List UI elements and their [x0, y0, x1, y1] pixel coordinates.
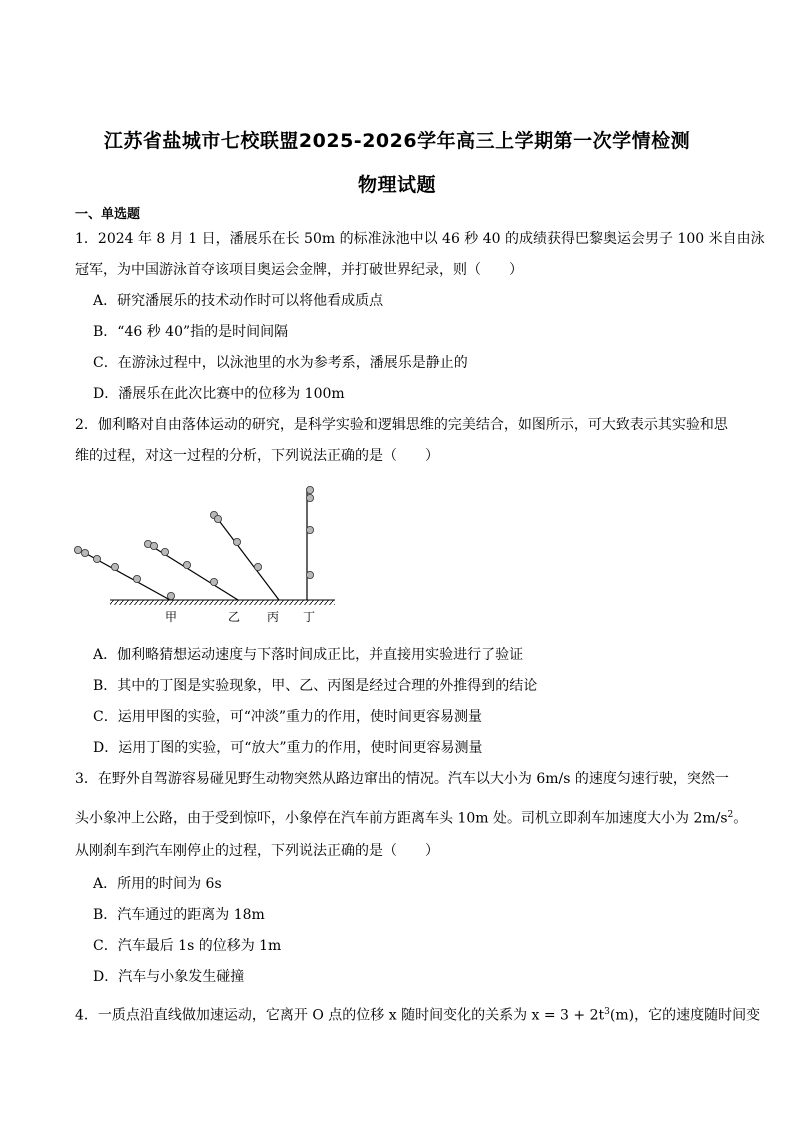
q1-stem-line-2: 冠军，为中国游泳首夺该项目奥运会金牌，并打破世界纪录，则（ ）: [75, 262, 523, 278]
q2-option-c: C．运用甲图的实验，可“冲淡”重力的作用，使时间更容易测量: [93, 709, 483, 725]
ball: [306, 494, 313, 501]
incline-experiment-figure: [72, 482, 347, 627]
q4-stem-text: 4．一质点沿直线做加速运动，它离开 O 点的位移 x 随时间变化的关系为 x = 3 + 2t: [75, 1007, 605, 1024]
label-ding: 丁: [303, 610, 316, 624]
ball: [306, 526, 313, 533]
q1-option-d: D．潘展乐在此次比赛中的位移为 100m: [93, 386, 345, 402]
ball: [150, 542, 157, 549]
q3-option-d: D．汽车与小象发生碰撞: [93, 969, 245, 985]
q2-option-d: D．运用丁图的实验，可“放大”重力的作用，使时间更容易测量: [93, 740, 483, 756]
ball: [233, 538, 240, 545]
q2-stem-line-2: 维的过程，对这一过程的分析，下列说法正确的是（ ）: [75, 448, 439, 464]
q3-stem-line-2: [75, 806, 747, 828]
q3-stem-line-2-tail: 。: [733, 810, 748, 827]
ball: [306, 571, 313, 578]
q1-option-c: C．在游泳过程中，以泳池里的水为参考系，潘展乐是静止的: [93, 355, 468, 371]
ball: [183, 561, 190, 568]
exam-subtitle: 物理试题: [357, 174, 436, 196]
q1-stem-line-1: 1．2024 年 8 月 1 日，潘展乐在长 50m 的标准泳池中以 46 秒 40 的成绩获得巴黎奥运会男子 100 米自由泳: [75, 231, 765, 247]
q3-stem-line-2-text: 头小象冲上公路，由于受到惊吓，小象停在汽车前方距离车头 10m 处。司机立即刹车加速度大小为 2m/s: [75, 810, 728, 827]
incline-jia: [76, 548, 170, 600]
exam-title: 江苏省盐城市七校联盟2025-2026学年高三上学期第一次学情检测: [103, 130, 691, 152]
ball: [306, 486, 313, 493]
ball: [167, 592, 174, 599]
label-jia: 甲: [165, 610, 178, 624]
ball: [81, 549, 88, 556]
ball: [111, 563, 118, 570]
q3-option-a: A．所用的时间为 6s: [93, 876, 222, 892]
ball: [74, 546, 81, 553]
q4-exponent: 3: [604, 1007, 610, 1017]
q4-stem-tail: (m)，它的速度随时间变: [609, 1007, 761, 1024]
ball: [214, 515, 221, 522]
q1-option-a: A．研究潘展乐的技术动作时可以将他看成质点: [93, 293, 384, 309]
balls: [74, 486, 313, 599]
ball: [210, 578, 217, 585]
q2-option-b: B．其中的丁图是实验现象，甲、乙、丙图是经过合理的外推得到的结论: [93, 678, 538, 694]
q3-stem-line-1: 3．在野外自驾游容易碰见野生动物突然从路边窜出的情况。汽车以大小为 6m/s 的速度匀速行驶，突然一: [75, 771, 729, 787]
incline-yi: [145, 542, 238, 600]
section-heading: 一、单选题: [75, 207, 141, 222]
ball: [161, 548, 168, 555]
ball: [93, 555, 100, 562]
q3-option-b: B．汽车通过的距离为 18m: [93, 907, 265, 923]
label-yi: 乙: [228, 610, 241, 624]
q2-option-a: A．伽利略猜想运动速度与下落时间成正比，并直接用实验进行了验证: [93, 647, 524, 663]
incline-bing: [214, 514, 279, 600]
q1-option-b: B．“46 秒 40”指的是时间间隔: [93, 324, 289, 340]
label-bing: 丙: [267, 610, 280, 624]
q3-exponent: 2: [727, 810, 734, 820]
ball: [133, 575, 140, 582]
q4-stem-line-1: [75, 1003, 760, 1025]
q3-stem-line-3: 从刚刹车到汽车刚停止的过程，下列说法正确的是（ ）: [75, 843, 439, 859]
ball: [254, 563, 261, 570]
ground-hatching: [110, 600, 335, 605]
q2-stem-line-1: 2．伽利略对自由落体运动的研究，是科学实验和逻辑思维的完美结合，如图所示，可大致表示其实验和思: [75, 417, 728, 433]
q3-option-c: C．汽车最后 1s 的位移为 1m: [93, 938, 282, 954]
